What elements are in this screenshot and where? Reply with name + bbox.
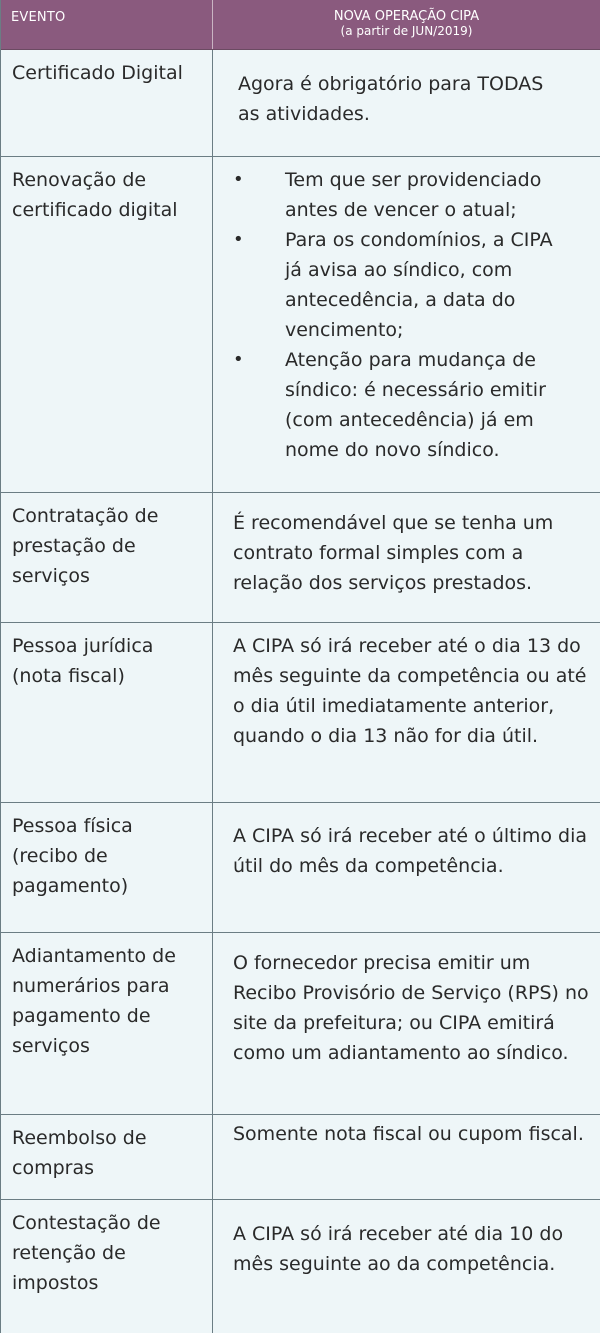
row-descricao xyxy=(213,933,600,1114)
table-row xyxy=(1,157,600,493)
table-row xyxy=(1,803,600,933)
list-item-text: Atenção para mudança de síndico: é necessário emitir (com antecedência) já em nome do novo síndico. xyxy=(285,349,546,461)
row-descricao-text: Agora é obrigatório para TODAS as atividades. xyxy=(238,73,544,125)
table-row xyxy=(1,933,600,1115)
table-row xyxy=(1,623,600,803)
row-descricao-text: É recomendável que se tenha um contrato formal simples com a relação dos serviços prestados. xyxy=(233,512,554,594)
list-item-text: Para os condomínios, a CIPA já avisa ao síndico, com antecedência, a data do vencimento; xyxy=(285,229,553,341)
row-evento: Adiantamento de numerários para pagamento de serviços xyxy=(1,933,213,1114)
row-descricao xyxy=(213,623,600,802)
list-item xyxy=(233,345,570,465)
header-nova-operacao xyxy=(213,0,600,49)
bullet-icon: • xyxy=(233,229,244,250)
row-descricao xyxy=(213,157,600,492)
row-descricao xyxy=(213,1115,600,1199)
row-descricao xyxy=(213,50,600,156)
row-evento: Reembolso de compras xyxy=(1,1115,213,1199)
table-header xyxy=(1,0,600,50)
table-row xyxy=(1,1200,600,1333)
row-descricao-text: O fornecedor precisa emitir um Recibo Provisório de Serviço (RPS) no site da prefeitura; ou CIPA emitirá como um adiantamento ao síndico. xyxy=(233,952,589,1064)
header-nova-operacao-subtitle: (a partir de JUN/2019) xyxy=(340,24,473,38)
header-evento: EVENTO xyxy=(1,0,213,49)
row-evento-text: Renovação de certificado digital xyxy=(12,169,178,221)
row-evento: Contestação de retenção de impostos xyxy=(1,1200,213,1333)
table-row xyxy=(1,493,600,623)
row-descricao-text: A CIPA só irá receber até o último dia útil do mês da competência. xyxy=(233,825,588,877)
row-descricao-text: A CIPA só irá receber até o dia 13 do mês seguinte da competência ou até o dia útil imediatamente anterior, quando o dia 13 não for dia útil. xyxy=(233,635,587,747)
row-evento: Contratação de prestação de serviços xyxy=(1,493,213,622)
list-item xyxy=(233,225,570,345)
bullet-list xyxy=(233,165,570,465)
list-item xyxy=(233,165,570,225)
header-nova-operacao-title: NOVA OPERAÇÃO CIPA xyxy=(333,9,480,24)
row-evento: Pessoa física (recibo de pagamento) xyxy=(1,803,213,932)
row-descricao xyxy=(213,803,600,932)
table-row xyxy=(1,1115,600,1200)
row-descricao-text: Somente nota fiscal ou cupom fiscal. xyxy=(233,1123,584,1145)
bullet-icon: • xyxy=(233,169,244,190)
row-evento: Pessoa jurídica (nota fiscal) xyxy=(1,623,213,802)
row-evento xyxy=(1,157,213,492)
row-descricao xyxy=(213,1200,600,1333)
row-evento: Certificado Digital xyxy=(1,50,213,156)
row-descricao-text: A CIPA só irá receber até dia 10 do mês seguinte ao da competência. xyxy=(233,1223,564,1275)
row-descricao xyxy=(213,493,600,622)
bullet-icon: • xyxy=(233,349,244,370)
table-row xyxy=(1,50,600,157)
list-item-text: Tem que ser providenciado antes de vencer o atual; xyxy=(285,169,542,221)
